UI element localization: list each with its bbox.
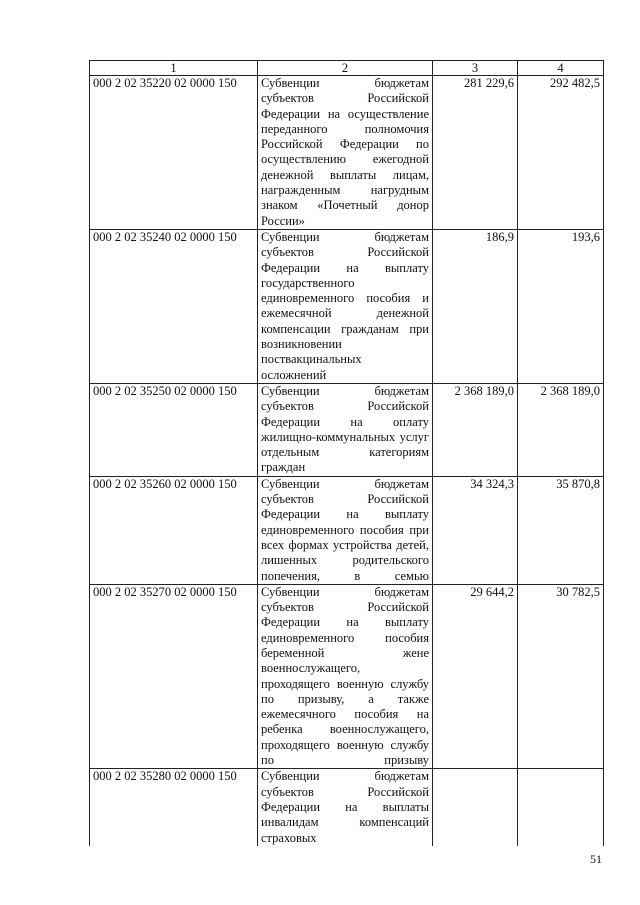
table-row xyxy=(90,584,604,769)
header-col-1: 1 xyxy=(90,61,258,76)
row-description: Субвенции бюджетам субъектов Российской Федерации на осуществление переданного полномочия Российской Федерации по осуществлению ежегодной денежной выплаты лицам, награжденным нагрудным знаком «Почетный донор России» xyxy=(258,76,433,230)
row-value-col3: 281 229,6 xyxy=(433,76,518,230)
budget-table xyxy=(89,60,604,846)
row-description: Субвенции бюджетам субъектов Российской Федерации на выплаты инвалидам компенсаций страховых xyxy=(258,769,433,846)
row-value-col4: 193,6 xyxy=(518,229,604,383)
row-value-col4: 30 782,5 xyxy=(518,584,604,769)
header-row xyxy=(90,61,604,76)
row-value-col4: 2 368 189,0 xyxy=(518,383,604,476)
row-value-col4: 292 482,5 xyxy=(518,76,604,230)
header-col-3: 3 xyxy=(433,61,518,76)
row-code: 000 2 02 35240 02 0000 150 xyxy=(90,229,258,383)
row-code: 000 2 02 35260 02 0000 150 xyxy=(90,476,258,584)
row-description: Субвенции бюджетам субъектов Российской Федерации на выплату единовременного пособия при всех формах устройства детей, лишенных родительского попечения, в семью xyxy=(258,476,433,584)
row-value-col3: 2 368 189,0 xyxy=(433,383,518,476)
table-row xyxy=(90,383,604,476)
table-row xyxy=(90,76,604,230)
row-value-col3: 34 324,3 xyxy=(433,476,518,584)
header-col-4: 4 xyxy=(518,61,604,76)
row-code: 000 2 02 35280 02 0000 150 xyxy=(90,769,258,846)
row-description: Субвенции бюджетам субъектов Российской Федерации на оплату жилищно-коммунальных услуг отдельным категориям граждан xyxy=(258,383,433,476)
row-code: 000 2 02 35220 02 0000 150 xyxy=(90,76,258,230)
row-value-col3 xyxy=(433,769,518,846)
row-description: Субвенции бюджетам субъектов Российской Федерации на выплату единовременного пособия беременной жене военнослужащего, проходящего военную службу по призыву, а также ежемесячного пособия на ребенка военнослужащего, проходящего военную службу по призыву xyxy=(258,584,433,769)
table-row xyxy=(90,769,604,846)
row-code: 000 2 02 35250 02 0000 150 xyxy=(90,383,258,476)
header-col-2: 2 xyxy=(258,61,433,76)
row-value-col4 xyxy=(518,769,604,846)
row-value-col3: 29 644,2 xyxy=(433,584,518,769)
page-number: 51 xyxy=(590,852,602,866)
row-value-col3: 186,9 xyxy=(433,229,518,383)
row-description: Субвенции бюджетам субъектов Российской Федерации на выплату государственного единовременного пособия и ежемесячной денежной компенсации гражданам при возникновении поствакцинальных осложнений xyxy=(258,229,433,383)
table-row xyxy=(90,476,604,584)
row-value-col4: 35 870,8 xyxy=(518,476,604,584)
table-row xyxy=(90,229,604,383)
row-code: 000 2 02 35270 02 0000 150 xyxy=(90,584,258,769)
